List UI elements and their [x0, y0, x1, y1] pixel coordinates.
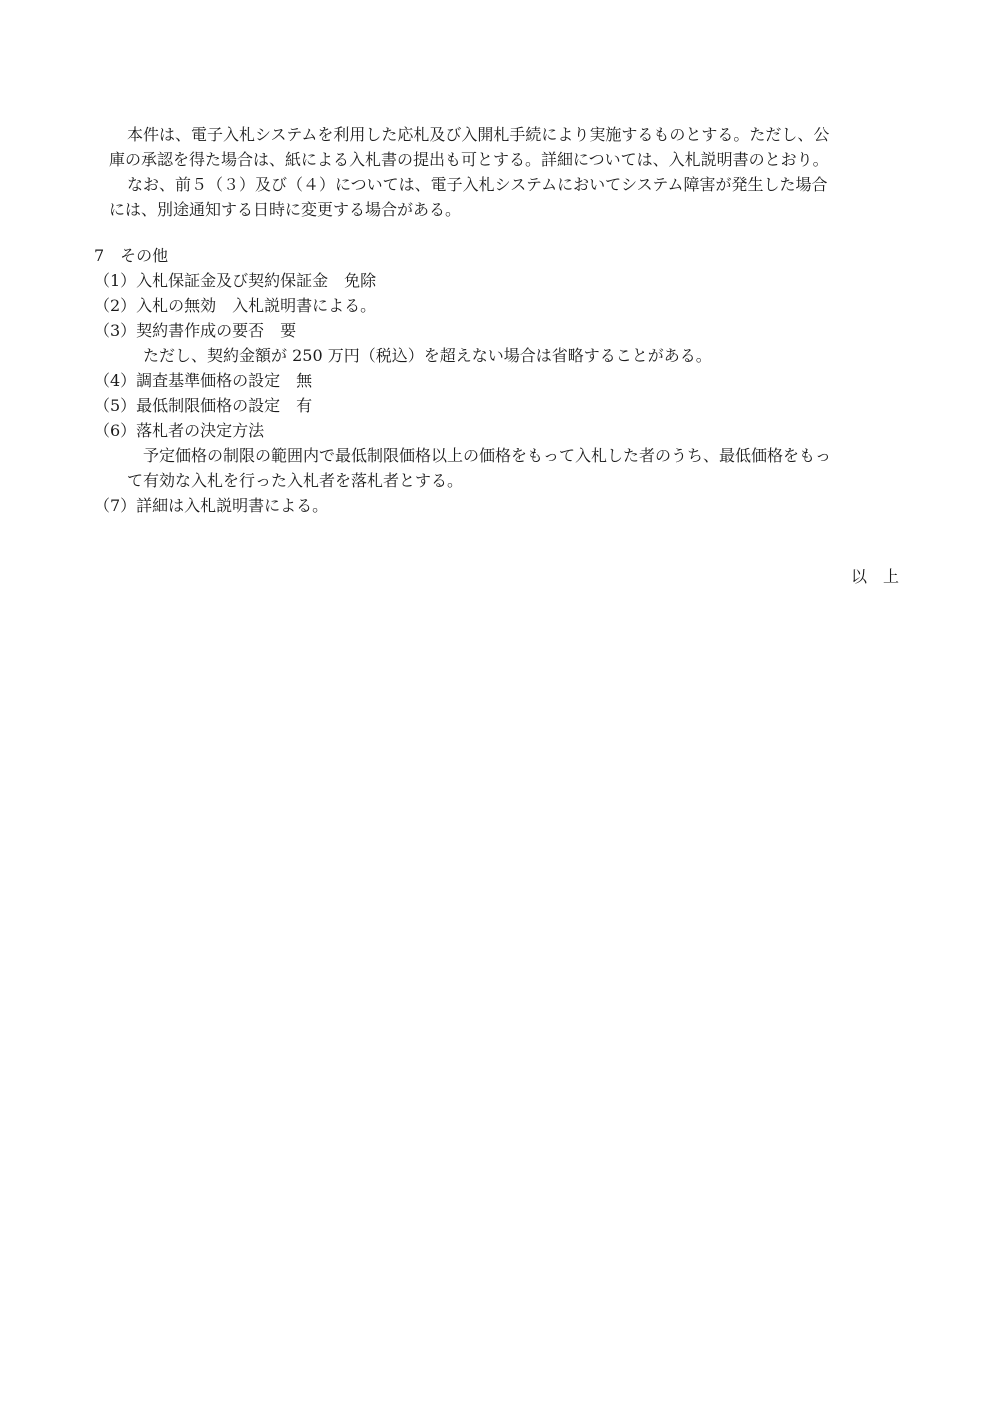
section-7-heading: 7 その他	[94, 246, 169, 265]
closing-mark: 以 上	[851, 567, 900, 586]
list-item-3-note: ただし、契約金額が 250 万円（税込）を超えない場合は省略することがある。	[143, 346, 712, 365]
intro-paragraph-1-line-1: 本件は、電子入札システムを利用した応札及び入開札手続により実施するものとする。ただし、公	[127, 125, 830, 144]
list-item-1: （1）入札保証金及び契約保証金 免除	[94, 271, 377, 290]
list-item-5: （5）最低制限価格の設定 有	[94, 396, 313, 415]
intro-paragraph-2-line-2: には、別途通知する日時に変更する場合がある。	[109, 200, 462, 219]
intro-paragraph-1-line-2: 庫の承認を得た場合は、紙による入札書の提出も可とする。詳細については、入札説明書のとおり。	[109, 150, 829, 169]
intro-paragraph-2-line-1: なお、前５（３）及び（４）については、電子入札システムにおいてシステム障害が発生した場合	[127, 175, 828, 194]
list-item-6-note-line-2: て有効な入札を行った入札者を落札者とする。	[127, 471, 464, 490]
list-item-6: （6）落札者の決定方法	[94, 421, 265, 440]
list-item-6-note-line-1: 予定価格の制限の範囲内で最低制限価格以上の価格をもって入札した者のうち、最低価格をもっ	[143, 446, 832, 465]
list-item-2: （2）入札の無効 入札説明書による。	[94, 296, 377, 315]
list-item-3: （3）契約書作成の要否 要	[94, 321, 297, 340]
list-item-4: （4）調査基準価格の設定 無	[94, 371, 313, 390]
list-item-7: （7）詳細は入札説明書による。	[94, 496, 329, 515]
